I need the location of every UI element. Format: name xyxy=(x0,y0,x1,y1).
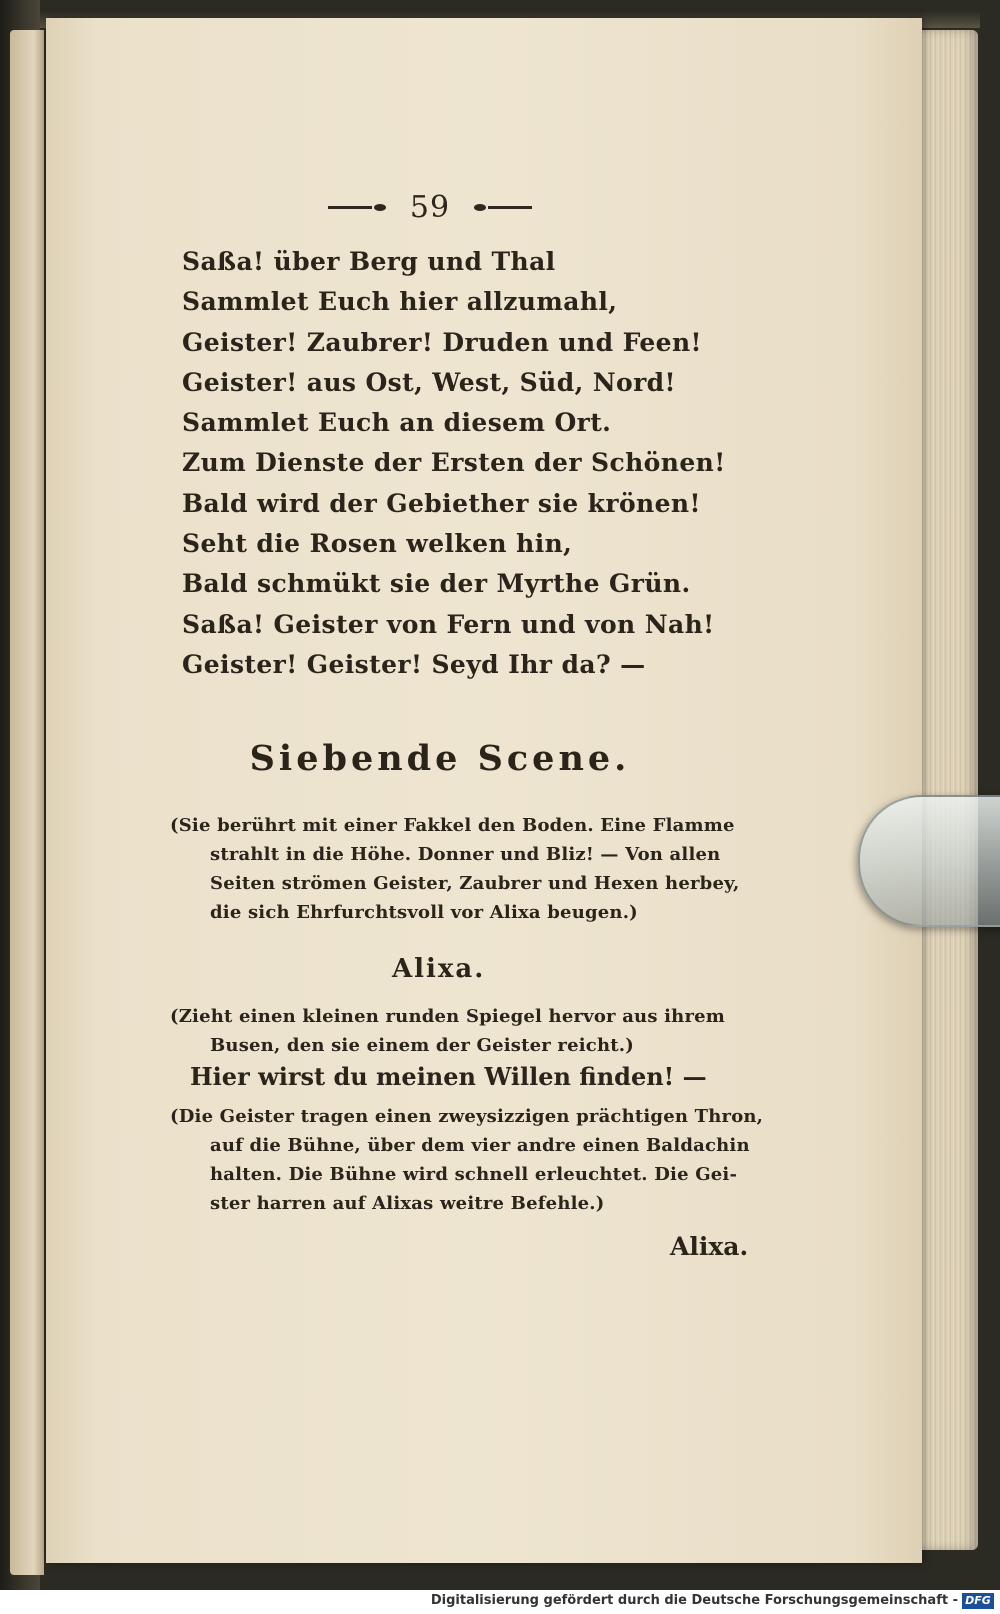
stage-direction-line: die sich Ehrfurchtsvoll vor Alixa beugen.) xyxy=(210,902,638,923)
stage-direction-line: (Die Geister tragen einen zweysizzigen prächtigen Thron, xyxy=(170,1106,764,1127)
verse-line: Bald wird der Gebiether sie krönen! xyxy=(182,488,701,518)
verse-line: Geister! Geister! Seyd Ihr da? — xyxy=(182,649,646,679)
verse-line: Geister! aus Ost, West, Süd, Nord! xyxy=(182,367,676,397)
page-number: 59 xyxy=(409,189,451,225)
stage-direction-line: (Zieht einen kleinen runden Spiegel hervor aus ihrem xyxy=(170,1006,726,1027)
speech-line: Hier wirst du meinen Willen finden! — xyxy=(190,1062,707,1091)
verse-line: Geister! Zaubrer! Druden und Feen! xyxy=(182,327,702,357)
stage-direction-line: ster harren auf Alixas weitre Befehle.) xyxy=(210,1193,605,1214)
footer-bar xyxy=(0,1590,1000,1614)
verse-line: Sammlet Euch an diesem Ort. xyxy=(182,408,612,438)
speaker-name: Alixa. xyxy=(670,1232,749,1261)
verse-line: Saßa! über Berg und Thal xyxy=(182,247,556,276)
verse-block xyxy=(182,242,742,685)
page-header xyxy=(300,182,560,232)
stage-direction-line: auf die Bühne, über dem vier andre einen Baldachin xyxy=(210,1135,750,1156)
glass-page-holder xyxy=(858,795,1000,927)
stage-direction xyxy=(170,811,740,927)
verse-line: Sammlet Euch hier allzumahl, xyxy=(182,287,618,317)
verse-line: Bald schmükt sie der Myrthe Grün. xyxy=(182,569,691,599)
facing-page-edge xyxy=(10,30,44,1575)
stage-direction-line: halten. Die Bühne wird schnell erleuchtet. Die Gei- xyxy=(210,1164,738,1185)
stage-direction-line: Seiten strömen Geister, Zaubrer und Hexen herbey, xyxy=(210,873,740,894)
ornament-right-icon xyxy=(472,204,532,211)
stage-direction xyxy=(170,1102,764,1218)
footer-credit: Digitalisierung gefördert durch die Deutsche Forschungsgemeinschaft - xyxy=(430,1593,958,1608)
verse-line: Seht die Rosen welken hin, xyxy=(182,529,573,559)
stage-direction-line: strahlt in die Höhe. Donner und Bliz! — Von allen xyxy=(210,844,721,865)
stage-direction xyxy=(170,1002,740,1060)
verse-line: Saßa! Geister von Fern und von Nah! xyxy=(182,609,715,639)
speaker-name: Alixa. xyxy=(392,954,486,984)
verse-line: Zum Dienste der Ersten der Schönen! xyxy=(182,448,726,478)
scene-title: Siebende Scene. xyxy=(249,738,631,779)
ornament-left-icon xyxy=(328,204,388,211)
stage-direction-line: (Sie berührt mit einer Fakkel den Boden. Eine Flamme xyxy=(170,815,735,836)
stage-direction-line: Busen, den sie einem der Geister reicht.) xyxy=(210,1035,634,1056)
dfg-logo-icon: DFG xyxy=(962,1593,994,1609)
